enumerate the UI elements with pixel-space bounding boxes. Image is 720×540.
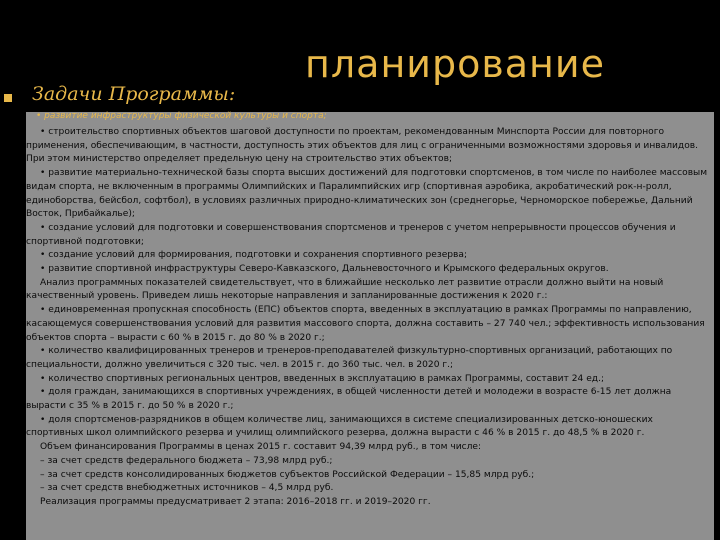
- paragraph: • количество спортивных региональных центров, введенных в эксплуатацию в рамках Программы, составит 24 ед.;: [40, 373, 605, 384]
- paragraph: • строительство спортивных объектов шаговой доступности по проектам, рекомендованным Минспорта России для повторного применения, обеспечивающим, в частности, доступность этих объектов для лиц с ограниченными возможностями здоровья и инвалидов. При этом министерство определяет предельную цену на строительство этих объектов;: [26, 127, 699, 165]
- paragraph: – за счет средств внебюджетных источников – 4,5 млрд руб.: [40, 483, 334, 494]
- paragraph: • количество квалифицированных тренеров и тренеров-преподавателей физкультурно-спортивных организаций, работающих по специальности, должно увеличиться с 320 тыс. чел. в 2015 г. до 360 тыс. чел. в 2020 г.;: [26, 346, 673, 370]
- paragraph: • создание условий для подготовки и совершенствования спортсменов и тренеров с учетом непрерывности процессов обучения и спортивной подготовки;: [26, 222, 676, 247]
- slide-title: планирование: [305, 42, 605, 86]
- content-text: [26, 112, 708, 510]
- paragraph: • создание условий для формирования, подготовки и сохранения спортивного резерва;: [40, 250, 468, 261]
- paragraph: Объем финансирования Программы в ценах 2015 г. составит 94,39 млрд руб., в том числе:: [40, 442, 482, 453]
- paragraph: • доля спортсменов-разрядников в общем количестве лиц, занимающихся в системе специализированных детско-юношеских спортивных школ олимпийского резерва и училищ олимпийского резерва, должна вырасти с 46 % в 2015 г. до 48,5 % в 2020 г.: [26, 414, 653, 439]
- paragraph: • доля граждан, занимающихся в спортивных учреждениях, в общей численности детей и молодежи в возрасте 6-15 лет должна вырасти с 35 % в 2015 г. до 50 % в 2020 г.;: [26, 387, 672, 412]
- paragraph: – за счет средств консолидированных бюджетов субъектов Российской Федерации – 15,85 млрд руб.;: [40, 469, 535, 480]
- paragraph: • развитие материально-технической базы спорта высших достижений для подготовки спортсменов, в том числе по наиболее массовым видам спорта, не включенным в программы Олимпийских и Паралимпийских игр (спортивная аэробика, акробатический рок-н-ролл, единоборства, бейсбол, софтбол), в условиях различных природно-климатических зон (среднегорье, Черноморское побережье, Дальний Восток, Прибайкалье);: [26, 168, 708, 220]
- overlapped-line: • развитие инфраструктуры физической культуры и спорта;: [36, 111, 327, 121]
- paragraph: Реализация программы предусматривает 2 этапа: 2016–2018 гг. и 2019–2020 гг.: [40, 496, 431, 507]
- paragraph: • единовременная пропускная способность (ЕПС) объектов спорта, введенных в эксплуатацию в рамках Программы по направлению, касающемуся совершенствования условий для развития массового спорта, должна составить – 27 740 чел.; эффективность использования объектов спорта – вырасти с 60 % в 2015 г. до 80 % в 2020 г.;: [26, 305, 705, 343]
- paragraph: • развитие спортивной инфраструктуры Северо-Кавказского, Дальневосточного и Крымского федеральных округов.: [40, 264, 609, 275]
- paragraph: Анализ программных показателей свидетельствует, что в ближайшие несколько лет развитие отрасли должно выйти на новый качественный уровень. Приведем лишь некоторые направления и запланированные достижения к 2020 г.:: [26, 277, 664, 302]
- bullet-square-icon: [4, 94, 12, 102]
- subtitle: Задачи Программы:: [32, 83, 236, 105]
- body-text: [26, 126, 708, 510]
- content-panel: [26, 112, 714, 540]
- paragraph: – за счет средств федерального бюджета – 73,98 млрд руб.;: [40, 455, 333, 466]
